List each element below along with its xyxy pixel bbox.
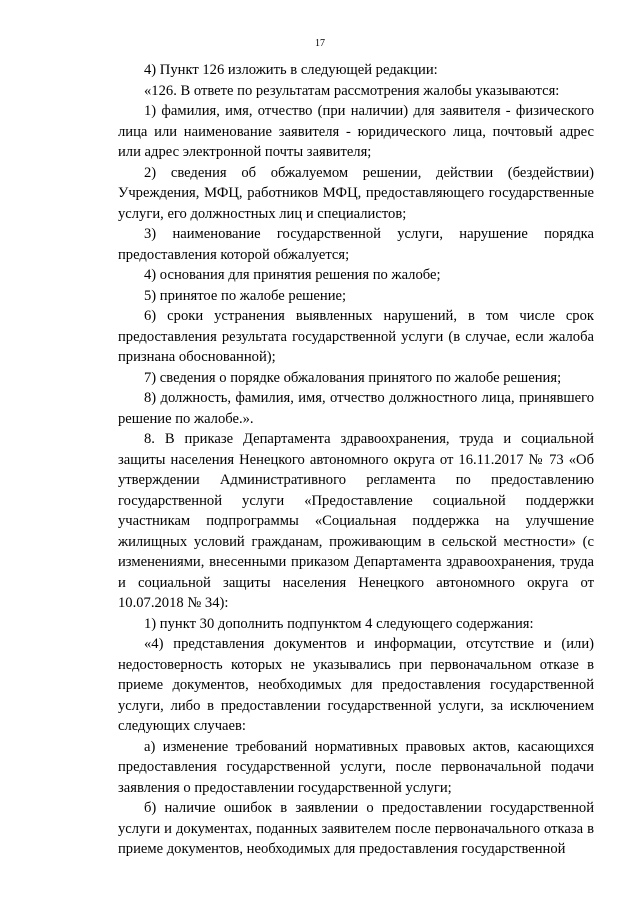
list-item: 2) сведения об обжалуемом решении, действии (бездействии) Учреждения, МФЦ, работников МФЦ, предоставляющего государственные услуги, его должностных лиц и специалистов; (118, 164, 594, 222)
list-item: 4) основания для принятия решения по жалобе; (144, 267, 441, 283)
list-item: а) изменение требований нормативных правовых актов, касающихся предоставления государственной услуги, после первоначальной подачи заявления о предоставлении государственной услуги; (118, 738, 594, 796)
list-item: 7) сведения о порядке обжалования принятого по жалобе решения; (144, 369, 562, 386)
list-item: б) наличие ошибок в заявлении о предоставлении государственной услуги и документах, поданных заявителем после первоначального отказа в приеме документов, необходимых для предоставления государственной (118, 800, 594, 857)
page-number: 17 (315, 38, 325, 49)
paragraph-section-8: 8. В приказе Департамента здравоохранения, труда и социальной защиты населения Ненецкого автономного округа от 16.11.2017 № 73 «Об утверждении Административного регламента по предоставлению государственной услуги «Предоставление социальной поддержки участникам подпрограммы «Социальная поддержка на улучшение жилищных условий гражданам, проживающим в сельской местности» (с изменениями, внесенными приказом Департамента здравоохранения, труда и социальной защиты населения Ненецкого автономного округа от 10.07.2018 № 34): (118, 431, 594, 611)
list-item: 3) наименование государственной услуги, нарушение порядка предоставления которой обжалуется; (118, 226, 594, 263)
paragraph-item-4-heading: 4) Пункт 126 изложить в следующей редакции: (144, 62, 438, 78)
list-item: 1) фамилия, имя, отчество (при наличии) для заявителя - физического лица или наименование заявителя - юридического лица, почтовый адрес или адрес электронной почты заявителя; (118, 103, 594, 160)
paragraph-clause-126: «126. В ответе по результатам рассмотрения жалобы указываются: (144, 82, 560, 99)
list-item: 1) пункт 30 дополнить подпунктом 4 следующего содержания: (144, 615, 534, 632)
list-item: 8) должность, фамилия, имя, отчество должностного лица, принявшего решение по жалобе.». (118, 390, 594, 427)
list-item: 5) принятое по жалобе решение; (144, 287, 347, 304)
list-item: 6) сроки устранения выявленных нарушений, в том числе срок предоставления результата государственной услуги (в случае, если жалоба признана обоснованной); (118, 308, 594, 365)
list-item: «4) представления документов и информации, отсутствие и (или) недостоверность которых не указывались при первоначальном отказе в приеме документов, необходимых для предоставления государственной услуги, либо в предоставлении государственной услуги, за исключением следующих случаев: (118, 636, 594, 734)
document-body (118, 60, 594, 860)
